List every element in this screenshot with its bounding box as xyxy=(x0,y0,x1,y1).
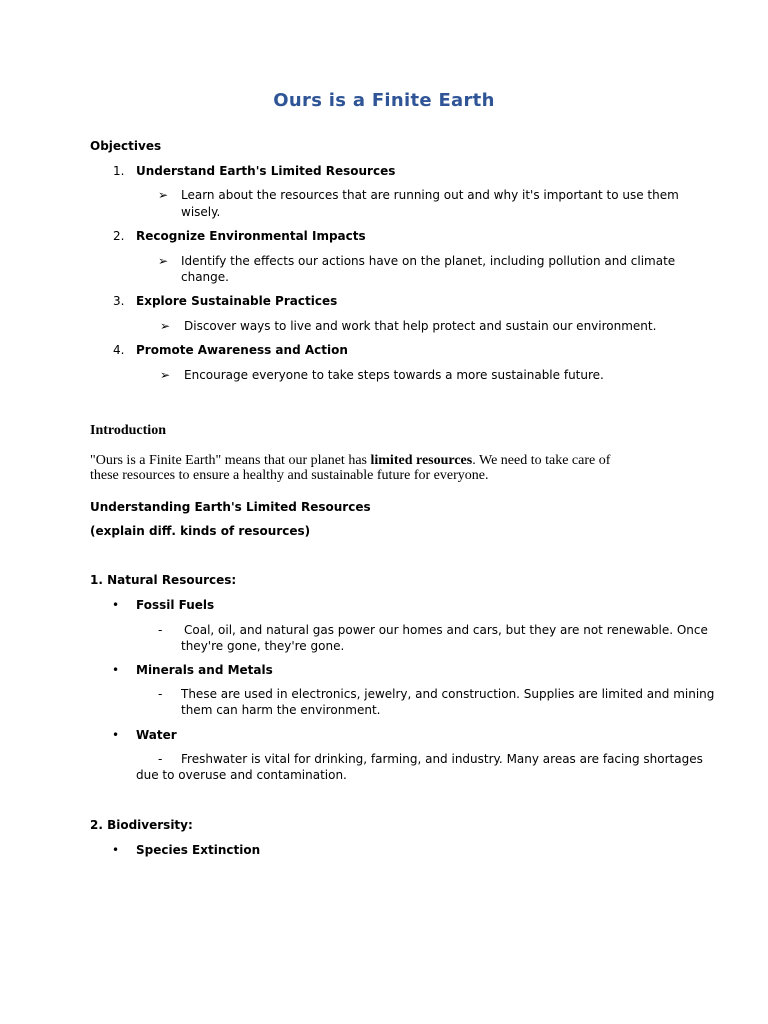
objective-detail: Identify the effects our actions have on the planet, including pollution and climate xyxy=(181,254,676,268)
resource-label: Minerals and Metals xyxy=(136,663,273,677)
resource-detail: due to overuse and contamination. xyxy=(136,768,347,782)
objective-detail: Learn about the resources that are running out and why it's important to use them xyxy=(181,188,679,202)
natural-resources-heading: 1. Natural Resources: xyxy=(90,573,237,587)
intro-text: . We need to take care of xyxy=(472,453,611,468)
dash-icon: - xyxy=(158,623,163,637)
objective-label: Promote Awareness and Action xyxy=(136,343,348,357)
arrow-bullet-icon: ➢ xyxy=(158,188,169,202)
intro-text: "Ours is a Finite Earth" means that our planet has xyxy=(90,453,371,468)
objective-number: 2. xyxy=(113,229,125,243)
biodiversity-heading: 2. Biodiversity: xyxy=(90,818,193,832)
bullet-icon: • xyxy=(112,598,120,612)
bullet-icon: • xyxy=(112,663,120,677)
objective-detail: change. xyxy=(181,270,229,284)
objectives-heading: Objectives xyxy=(90,139,162,153)
objective-label: Recognize Environmental Impacts xyxy=(136,229,366,243)
objective-detail: Discover ways to live and work that help protect and sustain our environment. xyxy=(184,319,657,333)
arrow-bullet-icon: ➢ xyxy=(160,319,171,333)
objective-detail: wisely. xyxy=(181,205,221,219)
intro-bold-text: limited resources xyxy=(370,453,473,468)
bullet-icon: • xyxy=(112,843,120,857)
objective-number: 4. xyxy=(113,343,125,357)
biodiversity-label: Species Extinction xyxy=(136,843,261,857)
bullet-icon: • xyxy=(112,728,120,742)
objective-detail: Encourage everyone to take steps towards a more sustainable future. xyxy=(184,368,604,382)
resource-detail: Coal, oil, and natural gas power our homes and cars, but they are not renewable. Once xyxy=(184,623,708,637)
arrow-bullet-icon: ➢ xyxy=(158,254,169,268)
objective-number: 3. xyxy=(113,294,125,308)
introduction-paragraph-line: these resources to ensure a healthy and sustainable future for everyone. xyxy=(90,468,489,483)
arrow-bullet-icon: ➢ xyxy=(160,368,171,382)
resource-label: Fossil Fuels xyxy=(136,598,215,612)
page-title: Ours is a Finite Earth xyxy=(273,90,495,111)
resource-detail: they're gone, they're gone. xyxy=(181,639,345,653)
dash-icon: - xyxy=(158,687,163,701)
resource-label: Water xyxy=(136,728,177,742)
resource-detail: them can harm the environment. xyxy=(181,703,381,717)
objective-number: 1. xyxy=(113,164,125,178)
resource-detail: These are used in electronics, jewelry, and construction. Supplies are limited and mining xyxy=(181,687,715,701)
dash-icon: - xyxy=(158,752,163,766)
introduction-paragraph-line xyxy=(90,453,610,469)
section-note: (explain diff. kinds of resources) xyxy=(90,524,311,538)
section-heading: Understanding Earth's Limited Resources xyxy=(90,500,371,514)
objective-label: Explore Sustainable Practices xyxy=(136,294,338,308)
resource-detail: Freshwater is vital for drinking, farming, and industry. Many areas are facing shortages xyxy=(181,752,703,766)
introduction-heading: Introduction xyxy=(90,423,166,438)
objective-label: Understand Earth's Limited Resources xyxy=(136,164,396,178)
